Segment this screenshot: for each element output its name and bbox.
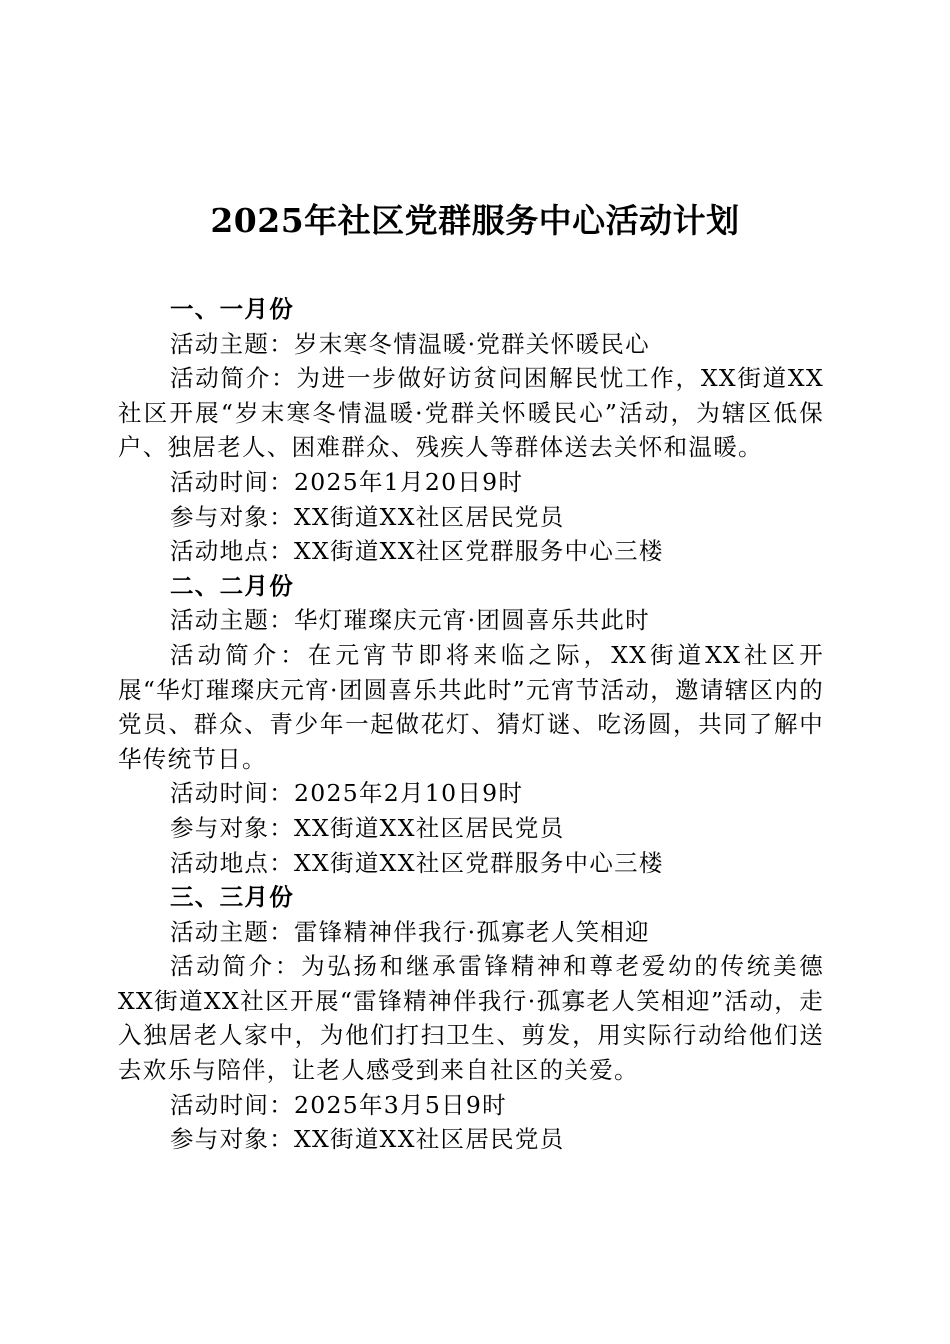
activity-intro: 活动简介：为弘扬和继承雷锋精神和尊老爱幼的传统美德XX街道XX社区开展“雷锋精神伴我行·孤寡老人笑相迎”活动，走入独居老人家中，为他们打扫卫生、剪发，用实际行动给他们送去欢乐与陪伴，让老人感受到来自社区的关爱。 [118,952,824,1085]
activity-participants: 参与对象：XX街道XX社区居民党员 [170,1125,565,1154]
activity-time: 活动时间：2025年2月10日9时 [170,779,524,808]
activity-intro: 活动简介：为进一步做好访贫问困解民忧工作，XX街道XX社区开展“岁末寒冬情温暖·党群关怀暖民心”活动，为辖区低保户、独居老人、困难群众、残疾人等群体送去关怀和温暖。 [118,364,824,462]
activity-theme: 活动主题：华灯璀璨庆元宵·团圆喜乐共此时 [170,606,650,635]
section-march [118,880,824,1157]
activity-participants: 参与对象：XX街道XX社区居民党员 [170,813,565,842]
activity-time: 活动时间：2025年1月20日9时 [170,467,524,496]
activity-location: 活动地点：XX街道XX社区党群服务中心三楼 [170,537,664,566]
section-heading: 一、一月份 [170,295,294,323]
section-heading: 三、三月份 [170,883,294,912]
activity-theme: 活动主题：雷锋精神伴我行·孤寡老人笑相迎 [170,917,650,946]
section-january [118,292,824,569]
section-february [118,569,824,880]
activity-participants: 参与对象：XX街道XX社区居民党员 [170,502,565,531]
document-body [118,292,824,1157]
activity-location: 活动地点：XX街道XX社区党群服务中心三楼 [170,848,664,877]
document-title: 2025年社区党群服务中心活动计划 [210,201,740,240]
activity-theme: 活动主题：岁末寒冬情温暖·党群关怀暖民心 [170,329,650,358]
activity-intro: 活动简介：在元宵节即将来临之际，XX街道XX社区开展“华灯璀璨庆元宵·团圆喜乐共此时”元宵节活动，邀请辖区内的党员、群众、青少年一起做花灯、猜灯谜、吃汤圆，共同了解中华传统节日。 [118,640,824,773]
activity-time: 活动时间：2025年3月5日9时 [170,1090,507,1119]
section-heading: 二、二月份 [170,571,294,600]
